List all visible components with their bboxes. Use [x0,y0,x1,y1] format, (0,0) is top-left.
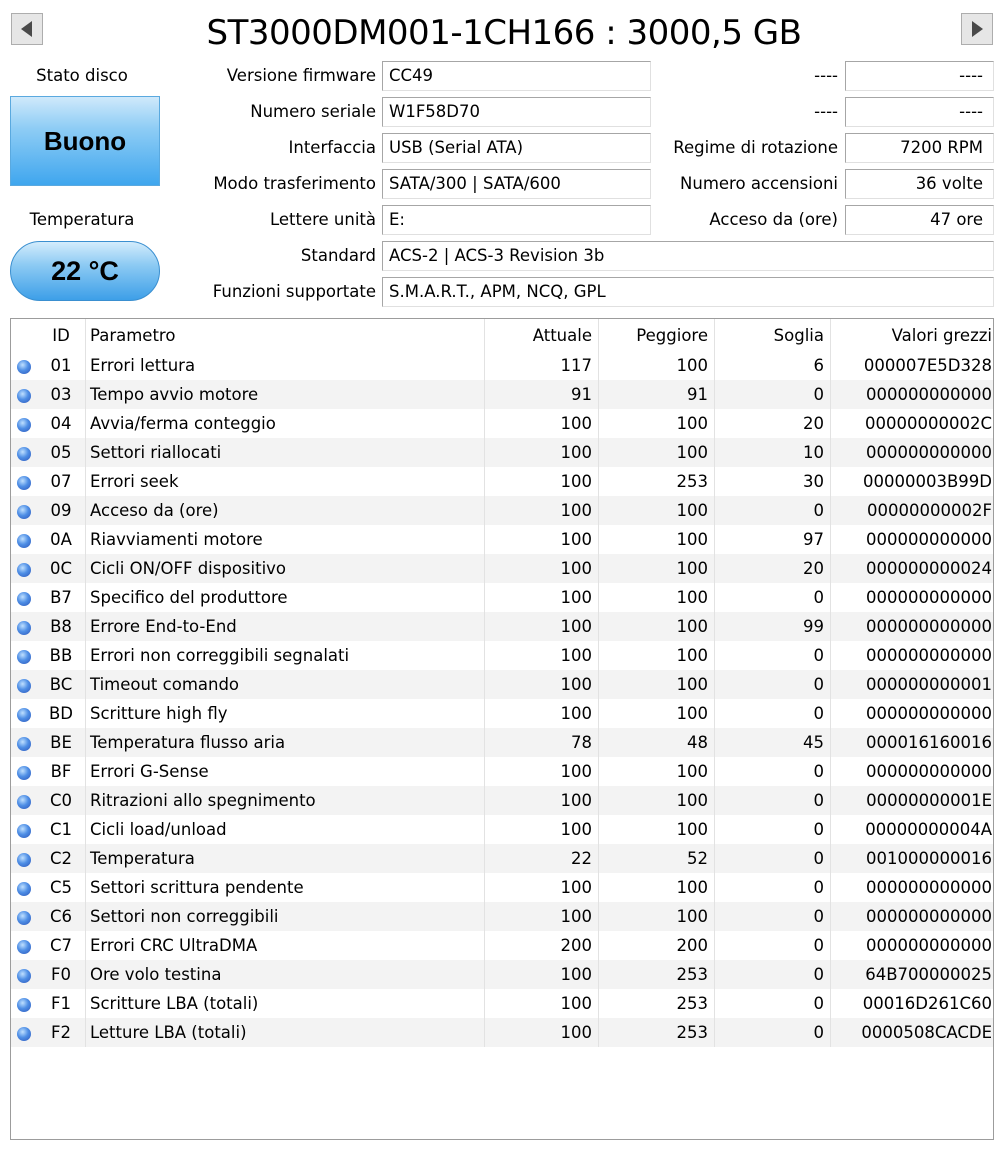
attribute-name: Ritrazioni allo spegnimento [86,786,485,815]
status-good-icon [17,505,31,519]
status-cell [11,815,37,844]
attribute-threshold: 99 [715,612,831,641]
attribute-raw-value: 000000000000 [831,757,995,786]
standard-field[interactable]: ACS-2 | ACS-3 Revision 3b [382,241,994,271]
attribute-current: 100 [485,902,599,931]
power-on-count-field[interactable]: 36 volte [845,169,994,199]
attribute-current: 78 [485,728,599,757]
attribute-name: Acceso da (ore) [86,496,485,525]
table-row[interactable] [11,844,994,873]
status-cell [11,786,37,815]
attribute-current: 100 [485,989,599,1018]
column-header-current[interactable]: Attuale [485,319,599,351]
attribute-id: F2 [37,1018,86,1047]
status-cell [11,438,37,467]
status-good-icon [17,418,31,432]
attribute-name: Tempo avvio motore [86,380,485,409]
status-column-header[interactable] [11,319,37,351]
firmware-label: Versione firmware [226,66,376,85]
status-good-icon [17,476,31,490]
table-row[interactable] [11,438,994,467]
attribute-name: Cicli ON/OFF dispositivo [86,554,485,583]
attribute-id: C6 [37,902,86,931]
attribute-worst: 100 [599,815,715,844]
power-on-count-label: Numero accensioni [680,174,838,193]
status-cell [11,525,37,554]
attribute-raw-value: 000016160016 [831,728,995,757]
attribute-id: 01 [50,356,72,375]
attribute-raw-value: 00000000002C [831,409,995,438]
attribute-threshold: 10 [715,438,831,467]
status-good-icon [17,621,31,635]
attribute-id: 09 [37,496,86,525]
health-status-badge[interactable]: Buono [10,96,160,186]
attribute-worst: 100 [599,583,715,612]
attribute-name: Timeout comando [86,670,485,699]
attribute-worst: 100 [599,612,715,641]
extra-2-label: ---- [814,102,838,121]
attribute-worst: 253 [599,467,715,496]
table-row[interactable] [11,873,994,902]
attribute-threshold: 30 [715,467,831,496]
table-row[interactable] [11,757,994,786]
attribute-worst: 100 [599,699,715,728]
status-cell [11,960,37,989]
attribute-worst: 100 [599,496,715,525]
attribute-name: Settori scrittura pendente [86,873,485,902]
attribute-raw-value: 0000508CACDE [831,1018,995,1047]
attribute-current: 100 [485,815,599,844]
status-good-icon [17,969,31,983]
attribute-threshold: 0 [715,1018,831,1047]
attribute-worst: 253 [599,1018,715,1047]
extra-2-field[interactable]: ---- [845,97,994,127]
attribute-threshold: 45 [715,728,831,757]
status-cell [11,409,37,438]
status-good-icon [17,389,31,403]
attribute-current: 117 [485,351,599,380]
attribute-worst: 100 [599,641,715,670]
attribute-current: 100 [485,438,599,467]
status-good-icon [17,998,31,1012]
attribute-id: C5 [49,878,73,897]
attribute-threshold: 0 [715,699,831,728]
attribute-id: C0 [37,786,86,815]
attribute-worst: 100 [599,525,715,554]
status-cell [11,931,37,960]
attribute-threshold: 0 [715,815,831,844]
attribute-id: 0A [50,530,72,549]
attribute-threshold: 0 [715,786,831,815]
attribute-current: 91 [485,380,599,409]
serial-label: Numero seriale [250,102,376,121]
disk-title: ST3000DM001-1CH166 : 3000,5 GB [206,13,802,53]
attribute-worst: 253 [599,989,715,1018]
status-cell [11,583,37,612]
status-good-icon [17,911,31,925]
status-good-icon [17,882,31,896]
attribute-current: 100 [485,583,599,612]
attribute-worst: 100 [599,757,715,786]
rotation-rate-label: Regime di rotazione [673,138,838,157]
status-cell [11,670,37,699]
attribute-raw-value: 001000000016 [831,844,995,873]
firmware-field[interactable]: CC49 [382,61,651,91]
attribute-current: 100 [485,670,599,699]
attribute-threshold: 0 [715,931,831,960]
table-row[interactable] [11,728,994,757]
column-header-threshold[interactable]: Soglia [715,319,831,351]
attribute-name: Errori G-Sense [86,757,485,786]
table-header-row [11,319,994,351]
attribute-raw-value: 000007E5D328 [831,351,995,380]
attribute-name: Riavviamenti motore [86,525,485,554]
attribute-id: 05 [37,438,86,467]
extra-1-label: ---- [814,66,838,85]
attribute-id: C1 [49,820,73,839]
attribute-raw-value: 000000000000 [831,380,995,409]
attribute-name: Temperatura [86,844,485,873]
attribute-id: F1 [51,994,71,1013]
attribute-current: 200 [485,931,599,960]
attribute-name: Avvia/ferma conteggio [86,409,485,438]
attribute-id: 0C [37,554,86,583]
status-good-icon [17,592,31,606]
status-good-icon [17,940,31,954]
attribute-current: 100 [485,409,599,438]
column-header-id[interactable]: ID [52,325,70,345]
attribute-id: C2 [37,844,86,873]
attribute-raw-value: 000000000000 [831,525,995,554]
attribute-current: 100 [485,496,599,525]
power-on-hours-field[interactable]: 47 ore [845,205,994,235]
status-good-icon [17,766,31,780]
attribute-worst: 100 [599,554,715,583]
power-on-hours-label: Acceso da (ore) [709,210,838,229]
status-good-icon [17,447,31,461]
status-cell [11,1018,37,1047]
attribute-worst: 200 [599,931,715,960]
attribute-id: B8 [37,612,86,641]
status-cell [11,699,37,728]
features-label: Funzioni supportate [212,282,376,301]
attribute-current: 22 [485,844,599,873]
status-cell [11,641,37,670]
attribute-id: BD [48,704,74,723]
table-row[interactable] [11,380,994,409]
attribute-raw-value: 00000003B99D [831,467,995,496]
attribute-name: Settori riallocati [86,438,485,467]
attribute-current: 100 [485,612,599,641]
attribute-raw-value: 000000000000 [831,612,995,641]
column-header-worst[interactable]: Peggiore [599,319,715,351]
attribute-id: BB [49,646,73,665]
attribute-name: Temperatura flusso aria [86,728,485,757]
attribute-raw-value: 000000000000 [831,931,995,960]
transfer-mode-field[interactable]: SATA/300 | SATA/600 [382,169,651,199]
attribute-threshold: 20 [715,554,831,583]
status-good-icon [17,853,31,867]
transfer-mode-label: Modo trasferimento [213,174,376,193]
table-row[interactable] [11,583,994,612]
table-row[interactable] [11,960,994,989]
status-cell [11,757,37,786]
table-row[interactable] [11,409,994,438]
attribute-threshold: 0 [715,641,831,670]
attribute-worst: 100 [599,409,715,438]
table-row[interactable] [11,467,994,496]
attribute-name: Scritture LBA (totali) [86,989,485,1018]
attribute-id: BF [50,762,72,781]
attribute-raw-value: 000000000000 [831,641,995,670]
attribute-name: Errori non correggibili segnalati [86,641,485,670]
table-row[interactable] [11,670,994,699]
status-good-icon [17,534,31,548]
attribute-current: 100 [485,960,599,989]
attribute-name: Ore volo testina [86,960,485,989]
table-row[interactable] [11,612,994,641]
attribute-threshold: 0 [715,844,831,873]
attribute-raw-value: 000000000024 [831,554,995,583]
status-good-icon [17,650,31,664]
attribute-name: Specifico del produttore [86,583,485,612]
status-cell [11,989,37,1018]
drive-letter-field[interactable]: E: [382,205,651,235]
table-row[interactable] [11,786,994,815]
attribute-worst: 52 [599,844,715,873]
status-cell [11,873,37,902]
attribute-current: 100 [485,641,599,670]
status-good-icon [17,795,31,809]
temperature-label: Temperatura [29,210,135,229]
interface-field[interactable]: USB (Serial ATA) [382,133,651,163]
attribute-raw-value: 64B700000025 [831,960,995,989]
attribute-current: 100 [485,757,599,786]
attribute-worst: 100 [599,873,715,902]
status-good-icon [17,360,31,374]
attribute-current: 100 [485,786,599,815]
drive-letter-label: Lettere unità [269,210,376,229]
attribute-threshold: 0 [715,496,831,525]
attribute-worst: 100 [599,902,715,931]
table-row[interactable] [11,1018,994,1047]
attribute-name: Cicli load/unload [86,815,485,844]
attribute-name: Errori lettura [86,351,485,380]
attribute-threshold: 20 [715,409,831,438]
table-row[interactable] [11,351,994,380]
extra-1-field[interactable]: ---- [845,61,994,91]
status-good-icon [17,824,31,838]
status-good-icon [17,1027,31,1041]
attribute-raw-value: 00000000001E [831,786,995,815]
table-row[interactable] [11,554,994,583]
attribute-worst: 100 [599,670,715,699]
attribute-current: 100 [485,699,599,728]
attribute-raw-value: 000000000000 [831,873,995,902]
attribute-threshold: 0 [715,873,831,902]
status-cell [11,467,37,496]
attribute-raw-value: 000000000000 [831,902,995,931]
status-cell [11,554,37,583]
table-row[interactable] [11,931,994,960]
attribute-raw-value: 00016D261C60 [831,989,995,1018]
status-cell [11,351,37,380]
attribute-worst: 253 [599,960,715,989]
status-cell [11,844,37,873]
attribute-name: Errore End-to-End [86,612,485,641]
attribute-id: B7 [50,588,72,607]
attribute-current: 100 [485,1018,599,1047]
attribute-raw-value: 00000000002F [831,496,995,525]
serial-field[interactable]: W1F58D70 [382,97,651,127]
attribute-name: Errori seek [86,467,485,496]
attribute-raw-value: 000000000000 [831,583,995,612]
attribute-threshold: 0 [715,670,831,699]
attribute-id: BE [37,728,86,757]
table-row[interactable] [11,815,994,844]
attribute-current: 100 [485,467,599,496]
attribute-name: Settori non correggibili [86,902,485,931]
status-good-icon [17,563,31,577]
table-row[interactable] [11,525,994,554]
standard-label: Standard [300,246,376,265]
attribute-id: C7 [49,936,73,955]
attribute-id: 07 [50,472,72,491]
attribute-raw-value: 00000000004A [831,815,995,844]
table-row[interactable] [11,641,994,670]
table-row[interactable] [11,496,994,525]
status-cell [11,728,37,757]
attribute-worst: 100 [599,438,715,467]
attribute-name: Errori CRC UltraDMA [86,931,485,960]
attribute-id: BC [37,670,86,699]
attribute-threshold: 97 [715,525,831,554]
table-row[interactable] [11,699,994,728]
column-header-parameter[interactable]: Parametro [86,319,485,351]
status-good-icon [17,737,31,751]
attribute-raw-value: 000000000000 [831,438,995,467]
attribute-id: 03 [37,380,86,409]
table-row[interactable] [11,989,994,1018]
column-header-raw-values[interactable]: Valori grezzi [831,319,995,351]
interface-label: Interfaccia [288,138,376,157]
status-good-icon [17,708,31,722]
status-cell [11,902,37,931]
attribute-current: 100 [485,525,599,554]
features-field[interactable]: S.M.A.R.T., APM, NCQ, GPL [382,277,994,307]
status-cell [11,612,37,641]
temperature-badge[interactable]: 22 °C [10,241,160,301]
attribute-worst: 100 [599,786,715,815]
attribute-worst: 100 [599,351,715,380]
attribute-raw-value: 000000000000 [831,699,995,728]
table-row[interactable] [11,902,994,931]
attribute-worst: 48 [599,728,715,757]
attribute-threshold: 0 [715,380,831,409]
attribute-name: Letture LBA (totali) [86,1018,485,1047]
attribute-current: 100 [485,873,599,902]
status-good-icon [17,679,31,693]
attribute-id: F0 [37,960,86,989]
attribute-current: 100 [485,554,599,583]
attribute-threshold: 0 [715,757,831,786]
attribute-id: 04 [50,414,72,433]
status-cell [11,496,37,525]
status-cell [11,380,37,409]
attribute-name: Scritture high fly [86,699,485,728]
attribute-raw-value: 000000000001 [831,670,995,699]
health-status-label: Stato disco [36,66,128,85]
smart-attributes-table[interactable] [10,318,994,1140]
attribute-threshold: 6 [715,351,831,380]
attribute-threshold: 0 [715,960,831,989]
attribute-threshold: 0 [715,989,831,1018]
attribute-threshold: 0 [715,902,831,931]
attribute-threshold: 0 [715,583,831,612]
rotation-rate-field[interactable]: 7200 RPM [845,133,994,163]
attribute-worst: 91 [599,380,715,409]
